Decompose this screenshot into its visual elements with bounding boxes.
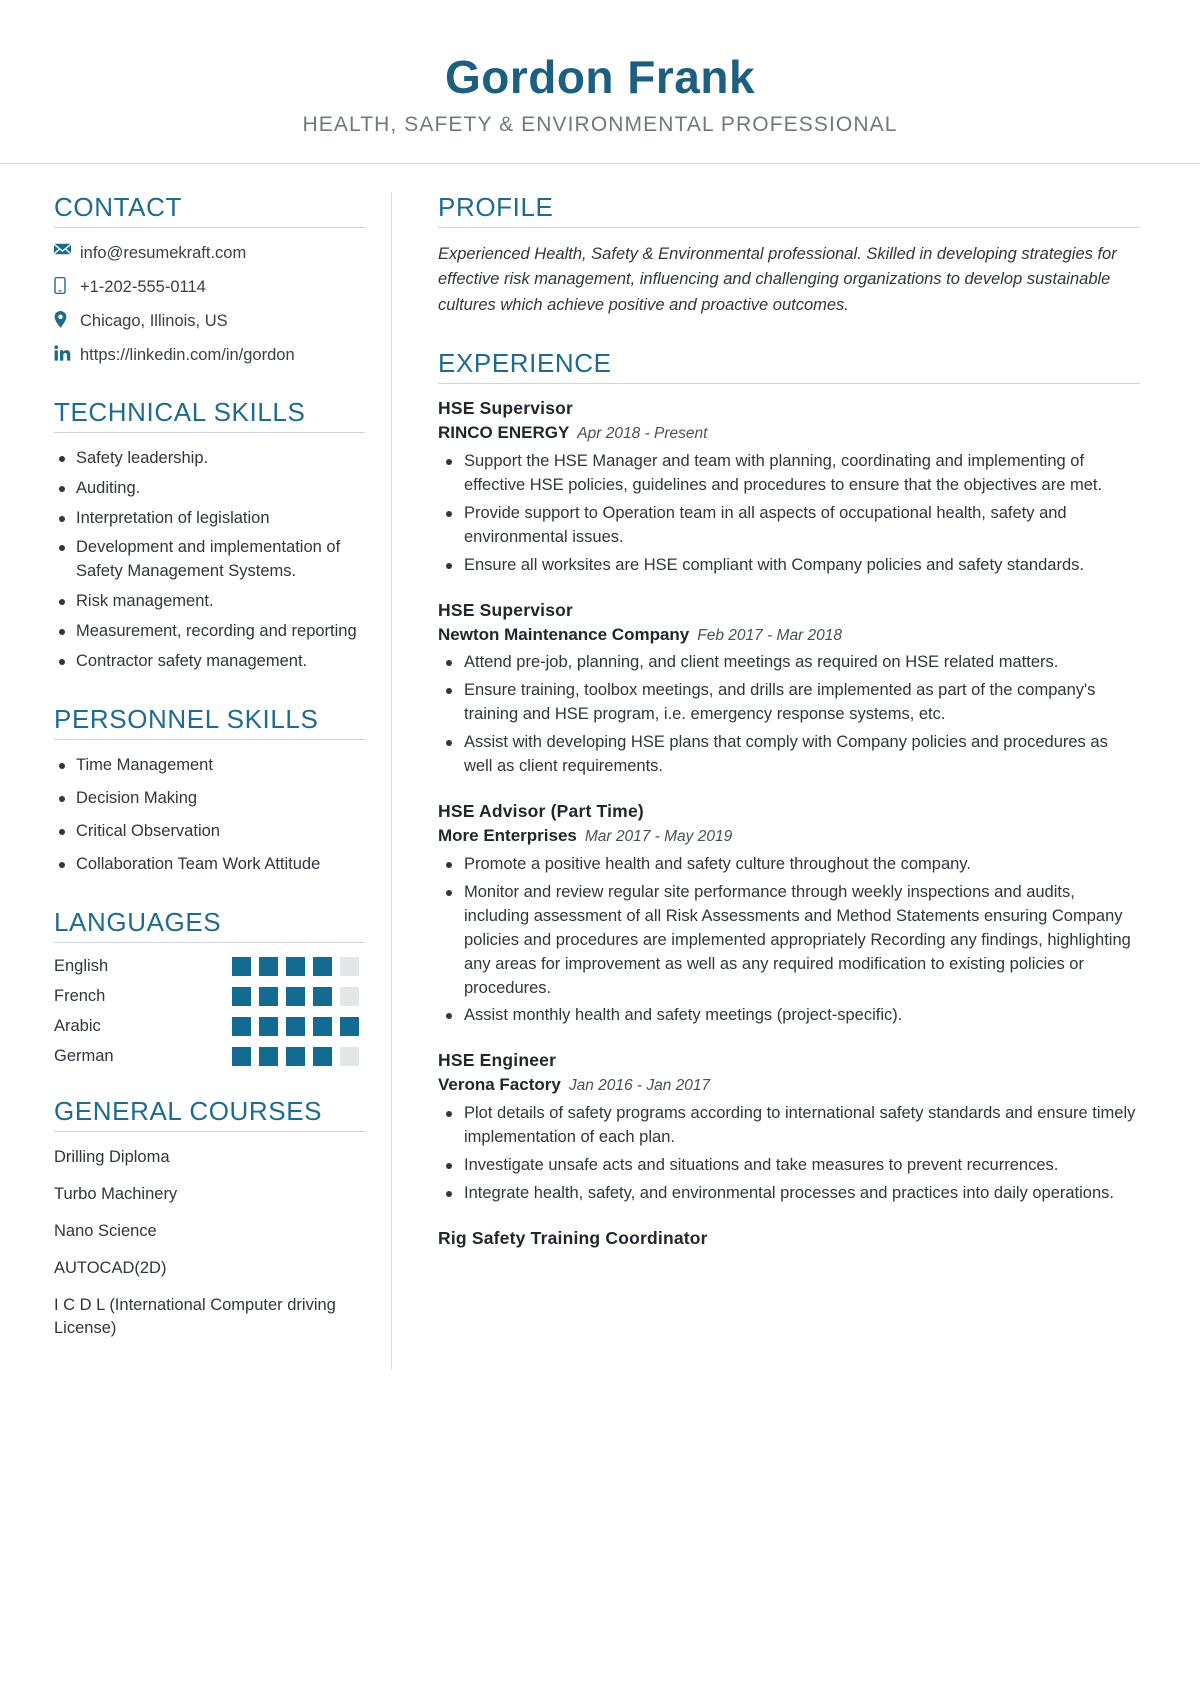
- list-item: Contractor safety management.: [54, 650, 365, 674]
- resume-body: [0, 164, 1200, 1371]
- experience-role: HSE Advisor (Part Time): [438, 801, 644, 822]
- language-level-meter: [232, 1047, 359, 1066]
- experience-dates: Apr 2018 - Present: [577, 425, 708, 443]
- technical-skills-title: TECHNICAL SKILLS: [54, 397, 365, 433]
- course-item: Turbo Machinery: [54, 1184, 178, 1203]
- experience-company: Verona Factory: [438, 1075, 561, 1095]
- experience-role: HSE Engineer: [438, 1050, 557, 1071]
- language-level-meter: [232, 987, 359, 1006]
- list-item: Measurement, recording and reporting: [54, 620, 365, 644]
- experience-dates: Jan 2016 - Jan 2017: [568, 1077, 711, 1095]
- personnel-skills-title: PERSONNEL SKILLS: [54, 704, 365, 740]
- contact-item[interactable]: [54, 310, 365, 332]
- experience-section-title: EXPERIENCE: [438, 348, 1140, 384]
- language-row: [54, 1017, 365, 1036]
- language-level-meter: [232, 1017, 359, 1036]
- experience-list: [438, 398, 1140, 1249]
- list-item: Ensure training, toolbox meetings, and drills are implemented as part of the company's training and HSE program, i.e. emergency response systems, etc.: [438, 679, 1140, 727]
- language-level-square: [286, 987, 305, 1006]
- list-item: Plot details of safety programs according to international safety standards and ensure timely implementation of each plan.: [438, 1102, 1140, 1150]
- experience-item: [438, 1228, 1140, 1249]
- language-row: [54, 987, 365, 1006]
- general-courses-section: [54, 1096, 365, 1341]
- profile-section: [438, 192, 1140, 319]
- list-item: Provide support to Operation team in all aspects of occupational health, safety and environmental issues.: [438, 502, 1140, 550]
- experience-item: [438, 398, 1140, 577]
- language-level-square: [232, 1047, 251, 1066]
- language-level-square: [286, 957, 305, 976]
- list-item: Development and implementation of Safety Management Systems.: [54, 536, 365, 584]
- experience-company: More Enterprises: [438, 826, 577, 846]
- languages-section: [54, 907, 365, 1066]
- phone-icon: [54, 276, 80, 294]
- languages-list: [54, 957, 365, 1066]
- language-level-square: [286, 1047, 305, 1066]
- experience-role: HSE Supervisor: [438, 398, 574, 419]
- list-item: Safety leadership.: [54, 447, 365, 471]
- contact-section: [54, 192, 365, 367]
- profile-text: Experienced Health, Safety & Environmental professional. Skilled in developing strategies for effective risk management, influencing and challenging organizations to develop sustainable cultures which achieve positive and proactive outcomes.: [438, 244, 1117, 314]
- experience-meta: [438, 825, 1140, 848]
- language-level-square: [313, 1047, 332, 1066]
- general-courses-list: [54, 1146, 365, 1341]
- experience-item: [438, 801, 1140, 1028]
- contact-item-text: Chicago, Illinois, US: [80, 312, 228, 331]
- language-row: [54, 1047, 365, 1066]
- language-level-square: [259, 1047, 278, 1066]
- list-item: Critical Observation: [54, 820, 365, 844]
- experience-role: HSE Supervisor: [438, 599, 574, 620]
- list-item: Ensure all worksites are HSE compliant with Company policies and safety standards.: [438, 554, 1140, 578]
- main-content: [392, 192, 1200, 1371]
- list-item: Time Management: [54, 754, 365, 778]
- course-item: Drilling Diploma: [54, 1147, 170, 1166]
- contact-item-text: +1-202-555-0114: [80, 277, 206, 296]
- language-name: Arabic: [54, 1016, 101, 1035]
- language-name: French: [54, 986, 106, 1005]
- contact-item-text: info@resumekraft.com: [80, 243, 247, 262]
- technical-skills-list: [54, 447, 365, 674]
- language-level-square: [259, 987, 278, 1006]
- experience-bullets: [438, 1102, 1140, 1206]
- experience-meta: [438, 624, 1140, 647]
- language-level-square: [340, 957, 359, 976]
- language-level-square: [340, 987, 359, 1006]
- language-level-meter: [232, 957, 359, 976]
- list-item: Support the HSE Manager and team with planning, coordinating and implementing of effective HSE policies, guidelines and procedures to ensure that the objectives are met.: [438, 450, 1140, 498]
- language-row: [54, 957, 365, 976]
- profile-section-title: PROFILE: [438, 192, 1140, 228]
- language-level-square: [313, 957, 332, 976]
- sidebar: [0, 192, 392, 1371]
- contact-item-text: https://linkedin.com/in/gordon: [80, 346, 295, 365]
- candidate-job-title: HEALTH, SAFETY & ENVIRONMENTAL PROFESSIONAL: [302, 112, 898, 136]
- experience-role: Rig Safety Training Coordinator: [438, 1227, 708, 1248]
- language-level-square: [313, 1017, 332, 1036]
- language-level-square: [232, 987, 251, 1006]
- personnel-skills-list: [54, 754, 365, 877]
- list-item: Investigate unsafe acts and situations and take measures to prevent recurrences.: [438, 1154, 1140, 1178]
- language-level-square: [313, 987, 332, 1006]
- experience-meta: [438, 1074, 1140, 1097]
- list-item: Promote a positive health and safety culture throughout the company.: [438, 853, 1140, 877]
- list-item: Collaboration Team Work Attitude: [54, 853, 365, 877]
- list-item: Assist monthly health and safety meetings (project-specific).: [438, 1004, 1140, 1028]
- experience-item: [438, 600, 1140, 779]
- course-item: AUTOCAD(2D): [54, 1259, 167, 1277]
- linkedin-icon: [54, 344, 80, 361]
- language-name: English: [54, 956, 109, 975]
- course-item: Nano Science: [54, 1221, 157, 1240]
- experience-dates: Feb 2017 - Mar 2018: [697, 626, 843, 644]
- contact-list: [54, 242, 365, 367]
- experience-dates: Mar 2017 - May 2019: [584, 828, 733, 846]
- language-level-square: [232, 957, 251, 976]
- contact-item[interactable]: [54, 344, 365, 366]
- resume-header: [0, 0, 1200, 164]
- email-icon: [54, 242, 80, 256]
- experience-company: Newton Maintenance Company: [438, 624, 690, 644]
- experience-bullets: [438, 450, 1140, 578]
- experience-section: [438, 348, 1140, 1249]
- course-item: I C D L (International Computer driving License): [54, 1296, 336, 1338]
- language-level-square: [232, 1017, 251, 1036]
- experience-meta: [438, 422, 1140, 445]
- list-item: Assist with developing HSE plans that comply with Company policies and procedures as well as client requirements.: [438, 731, 1140, 779]
- language-level-square: [259, 1017, 278, 1036]
- language-level-square: [259, 957, 278, 976]
- list-item: Decision Making: [54, 787, 365, 811]
- contact-item[interactable]: [54, 276, 365, 298]
- list-item: Risk management.: [54, 590, 365, 614]
- experience-bullets: [438, 651, 1140, 779]
- list-item: Monitor and review regular site performance through weekly inspections and audits, including assessment of all Risk Assessments and Method Statements ensuring Company policies and procedures are implemented appropriately Recording any findings, highlighting any areas for improvement as well as any required modification to existing policies or procedures.: [438, 881, 1140, 1001]
- experience-item: [438, 1050, 1140, 1205]
- technical-skills-section: [54, 397, 365, 674]
- list-item: Auditing.: [54, 477, 365, 501]
- location-pin-icon: [54, 310, 80, 328]
- personnel-skills-section: [54, 704, 365, 877]
- general-courses-title: GENERAL COURSES: [54, 1096, 365, 1132]
- experience-bullets: [438, 853, 1140, 1028]
- language-name: German: [54, 1046, 114, 1065]
- list-item: Integrate health, safety, and environmental processes and practices into daily operations.: [438, 1182, 1140, 1206]
- candidate-name: Gordon Frank: [444, 51, 756, 103]
- languages-title: LANGUAGES: [54, 907, 365, 943]
- language-level-square: [340, 1017, 359, 1036]
- language-level-square: [286, 1017, 305, 1036]
- contact-item[interactable]: [54, 242, 365, 264]
- contact-section-title: CONTACT: [54, 192, 365, 228]
- list-item: Interpretation of legislation: [54, 507, 365, 531]
- experience-company: RINCO ENERGY: [438, 423, 570, 443]
- list-item: Attend pre-job, planning, and client meetings as required on HSE related matters.: [438, 651, 1140, 675]
- language-level-square: [340, 1047, 359, 1066]
